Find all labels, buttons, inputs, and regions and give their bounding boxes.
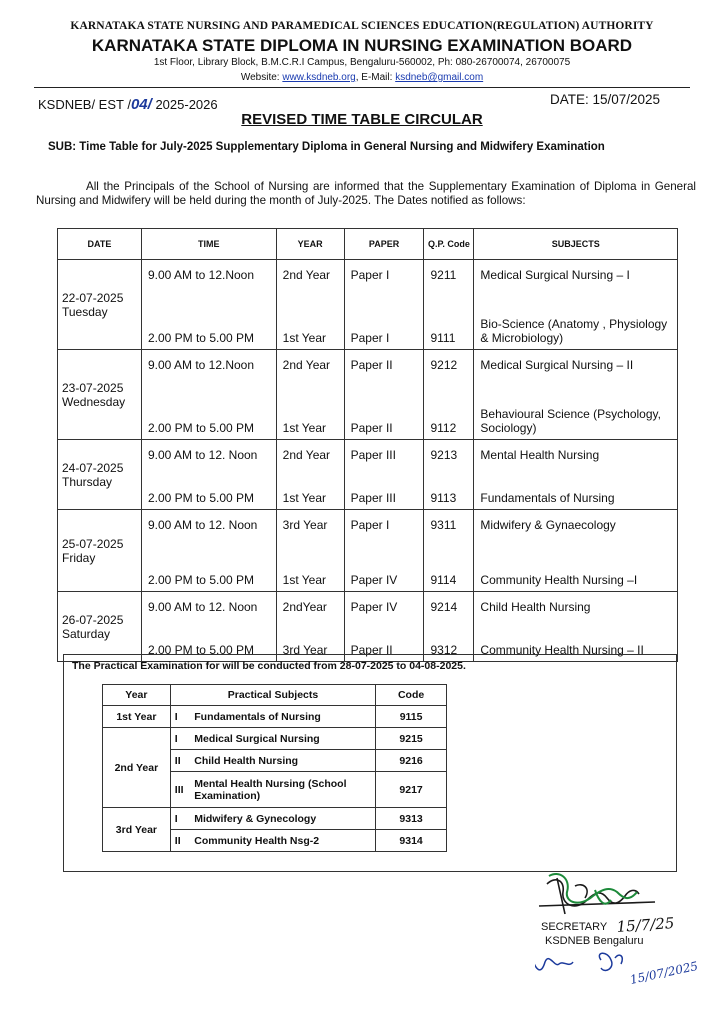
session-code-cell <box>424 305 474 350</box>
session-subject: Mental Health Nursing <box>480 448 600 462</box>
session-year-cell <box>276 592 344 627</box>
exam-date-cell <box>58 440 142 510</box>
timetable-row <box>58 260 678 305</box>
session-code-cell <box>424 475 474 510</box>
session-year: 3rd Year <box>282 518 328 532</box>
session-subject-cell <box>474 475 678 510</box>
practical-subject-cell <box>190 728 375 750</box>
practical-subject: Fundamentals of Nursing <box>194 710 321 723</box>
session-time: 9.00 AM to 12. Noon <box>147 600 258 614</box>
practical-num: I <box>174 710 178 723</box>
practical-code: 9215 <box>399 732 423 745</box>
practical-note: The Practical Examination for will be conducted from 28-07-2025 to 04-08-2025. <box>72 660 466 672</box>
exam-date-cell <box>58 350 142 440</box>
exam-date: 22-07-2025 <box>62 290 124 305</box>
session-code: 9213 <box>430 448 458 462</box>
session-year: 1st Year <box>282 421 327 435</box>
header-divider <box>34 87 690 88</box>
session-time-cell <box>141 260 276 305</box>
session-time: 2.00 PM to 5.00 PM <box>147 573 255 587</box>
session-year-cell <box>276 260 344 305</box>
email-label: , E-Mail: <box>355 72 393 83</box>
session-subject-cell <box>474 350 678 395</box>
exam-day: Thursday <box>62 474 113 489</box>
session-code-cell <box>424 260 474 305</box>
session-subject: Community Health Nursing –I <box>480 573 638 587</box>
session-time: 2.00 PM to 5.00 PM <box>147 331 255 345</box>
ref-prefix: KSDNEB/ EST / <box>38 97 131 112</box>
session-time-cell <box>141 440 276 475</box>
practical-subject: Midwifery & Gynecology <box>194 812 317 825</box>
exam-day: Wednesday <box>62 394 126 409</box>
practical-subject: Community Health Nsg-2 <box>194 834 320 847</box>
session-subject: Fundamentals of Nursing <box>480 491 615 505</box>
session-year: 1st Year <box>282 573 327 587</box>
practical-code: 9313 <box>399 812 423 825</box>
session-time-cell <box>141 305 276 350</box>
timetable-row <box>58 305 678 350</box>
practical-num: I <box>174 812 178 825</box>
session-code-cell <box>424 551 474 592</box>
session-time-cell <box>141 350 276 395</box>
session-code-cell <box>424 440 474 475</box>
session-time-cell <box>141 592 276 627</box>
session-subject-cell <box>474 395 678 440</box>
practical-num-cell <box>170 830 190 852</box>
practical-header <box>103 685 447 706</box>
practical-subject-cell <box>190 706 375 728</box>
session-subject-cell <box>474 551 678 592</box>
session-year-cell <box>276 551 344 592</box>
practical-year: 2nd Year <box>114 761 159 774</box>
exam-date: 26-07-2025 <box>62 612 124 627</box>
session-paper: Paper II <box>350 421 393 435</box>
practical-header-code: Code <box>376 685 447 706</box>
practical-num: II <box>174 834 181 847</box>
practical-code: 9217 <box>399 783 423 796</box>
session-paper: Paper II <box>350 358 393 372</box>
secretary-office: KSDNEB Bengaluru <box>545 935 644 947</box>
practical-num: II <box>174 754 181 767</box>
session-time: 2.00 PM to 5.00 PM <box>147 491 255 505</box>
session-paper-cell <box>344 395 424 440</box>
board-address: 1st Floor, Library Block, B.M.C.R.I Campus, Bengaluru-560002, Ph: 080-26700074, 26700075 <box>153 57 571 68</box>
exam-day: Friday <box>62 550 96 565</box>
ref-handwritten-number: 04/ <box>130 96 152 113</box>
circular-body: All the Principals of the School of Nursing are informed that the Supplementary Examination of Diploma in General Nursing and Midwifery will be held during the month of July-2025. The Dates notified as follows: <box>36 180 696 207</box>
practical-code: 9314 <box>399 834 423 847</box>
practical-code-cell <box>376 830 447 852</box>
practical-row <box>103 808 447 830</box>
exam-date-cell <box>58 592 142 662</box>
session-year-cell <box>276 395 344 440</box>
session-time: 9.00 AM to 12.Noon <box>147 268 255 282</box>
header-subjects: SUBJECTS <box>474 229 678 260</box>
session-paper: Paper I <box>350 331 390 345</box>
circular-date: DATE: 15/07/2025 <box>550 92 661 107</box>
practical-row <box>103 706 447 728</box>
authority-name: KARNATAKA STATE NURSING AND PARAMEDICAL SCIENCES EDUCATION(REGULATION) AUTHORITY <box>70 20 654 32</box>
ref-year: 2025-2026 <box>155 97 218 112</box>
session-time: 9.00 AM to 12.Noon <box>147 358 255 372</box>
practical-code-cell <box>376 728 447 750</box>
session-subject: Behavioural Science (Psychology, Sociology) <box>480 407 661 435</box>
session-code: 9212 <box>430 358 458 372</box>
website-link[interactable]: www.ksdneb.org <box>282 72 356 83</box>
timetable-row <box>58 440 678 475</box>
practical-num-cell <box>170 772 190 808</box>
session-time-cell <box>141 395 276 440</box>
session-subject: Medical Surgical Nursing – I <box>480 268 630 282</box>
session-year: 1st Year <box>282 331 327 345</box>
practical-subject-cell <box>190 750 375 772</box>
session-subject: Community Health Nursing – II <box>480 643 644 657</box>
session-code: 9211 <box>430 268 457 282</box>
timetable-row <box>58 395 678 440</box>
practical-code: 9115 <box>399 710 423 723</box>
session-subject-cell <box>474 592 678 627</box>
website-label: Website: <box>240 72 280 83</box>
session-code: 9113 <box>430 491 457 505</box>
exam-date-cell <box>58 510 142 592</box>
session-paper-cell <box>344 350 424 395</box>
session-time: 9.00 AM to 12. Noon <box>147 448 258 462</box>
session-subject: Medical Surgical Nursing – II <box>480 358 634 372</box>
session-year: 1st Year <box>282 491 327 505</box>
timetable <box>57 228 678 662</box>
practical-year-cell <box>103 728 171 808</box>
session-year: 2nd Year <box>282 358 331 372</box>
session-paper: Paper IV <box>350 573 398 587</box>
session-subject: Child Health Nursing <box>480 600 591 614</box>
practical-table <box>102 684 447 852</box>
session-code: 9112 <box>430 421 457 435</box>
session-year: 3rd Year <box>282 643 328 657</box>
session-time: 9.00 AM to 12. Noon <box>147 518 258 532</box>
practical-code: 9216 <box>399 754 423 767</box>
initials-stamp <box>535 953 622 970</box>
signature-block <box>535 872 724 1022</box>
header-year: YEAR <box>276 229 344 260</box>
handwritten-date: 15/7/25 <box>616 914 675 936</box>
session-year: 2ndYear <box>282 600 327 614</box>
timetable-row <box>58 551 678 592</box>
session-subject: Midwifery & Gynaecology <box>480 518 616 532</box>
session-paper: Paper III <box>350 491 396 505</box>
session-year-cell <box>276 510 344 551</box>
session-paper: Paper I <box>350 268 390 282</box>
session-subject-cell <box>474 440 678 475</box>
practical-subject-cell <box>190 772 375 808</box>
header-paper: PAPER <box>344 229 424 260</box>
circular-title <box>0 111 724 128</box>
secretary-designation: SECRETARY <box>541 921 608 933</box>
stamp-date: 15/07/2025 <box>628 958 700 987</box>
practical-code-cell <box>376 808 447 830</box>
session-subject: Bio-Science (Anatomy , Physiology & Microbiology) <box>480 317 668 345</box>
timetable-row <box>58 350 678 395</box>
session-paper-cell <box>344 475 424 510</box>
session-paper-cell <box>344 260 424 305</box>
contact-line <box>0 72 724 83</box>
timetable-row <box>58 510 678 551</box>
exam-day: Saturday <box>62 626 111 641</box>
session-code: 9111 <box>430 331 456 345</box>
session-year-cell <box>276 440 344 475</box>
session-code: 9114 <box>430 573 457 587</box>
practical-year-cell <box>103 706 171 728</box>
session-paper-cell <box>344 305 424 350</box>
practical-num-cell <box>170 728 190 750</box>
session-code-cell <box>424 592 474 627</box>
session-paper-cell <box>344 551 424 592</box>
practical-num-cell <box>170 750 190 772</box>
board-name: KARNATAKA STATE DIPLOMA IN NURSING EXAMINATION BOARD <box>91 36 633 55</box>
session-year: 2nd Year <box>282 448 331 462</box>
session-year-cell <box>276 305 344 350</box>
circular-title-text: REVISED TIME TABLE CIRCULAR <box>241 111 483 128</box>
practical-subject-cell <box>190 830 375 852</box>
subject-line: SUB: Time Table for July-2025 Supplementary Diploma in General Nursing and Midwifery Examination <box>48 141 605 153</box>
session-subject-cell <box>474 305 678 350</box>
exam-date: 25-07-2025 <box>62 536 124 551</box>
session-time-cell <box>141 551 276 592</box>
header-time: TIME <box>141 229 276 260</box>
exam-day: Tuesday <box>62 304 108 319</box>
practical-year: 3rd Year <box>115 823 158 836</box>
header-date: DATE <box>58 229 142 260</box>
practical-code-cell <box>376 706 447 728</box>
header-qp-code: Q.P. Code <box>424 229 474 260</box>
practical-subject: Mental Health Nursing (School Examination) <box>194 777 347 802</box>
session-paper-cell <box>344 510 424 551</box>
session-code: 9214 <box>430 600 458 614</box>
practical-code-cell <box>376 772 447 808</box>
practical-year: 1st Year <box>116 710 157 723</box>
exam-date: 23-07-2025 <box>62 380 124 395</box>
practical-subject: Child Health Nursing <box>194 754 299 767</box>
timetable-row <box>58 475 678 510</box>
practical-num-cell <box>170 808 190 830</box>
practical-code-cell <box>376 750 447 772</box>
session-year: 2nd Year <box>282 268 331 282</box>
session-year-cell <box>276 350 344 395</box>
session-time: 2.00 PM to 5.00 PM <box>147 421 255 435</box>
practical-num: I <box>174 732 178 745</box>
practical-header-year: Year <box>103 685 171 706</box>
timetable-row <box>58 592 678 627</box>
practical-row <box>103 728 447 750</box>
session-subject-cell <box>474 260 678 305</box>
session-code-cell <box>424 510 474 551</box>
session-code: 9311 <box>430 518 457 532</box>
session-paper: Paper III <box>350 448 396 462</box>
session-code-cell <box>424 395 474 440</box>
session-year-cell <box>276 475 344 510</box>
exam-date-cell <box>58 260 142 350</box>
practical-year-cell <box>103 808 171 852</box>
practical-subject-cell <box>190 808 375 830</box>
session-paper-cell <box>344 440 424 475</box>
email-link[interactable]: ksdneb@gmail.com <box>395 72 484 83</box>
session-code: 9312 <box>430 643 458 657</box>
session-paper: Paper IV <box>350 600 398 614</box>
exam-date: 24-07-2025 <box>62 460 124 475</box>
session-code-cell <box>424 350 474 395</box>
timetable-header <box>58 229 678 260</box>
session-time: 2.00 PM to 5.00 PM <box>147 643 255 657</box>
session-paper: Paper II <box>350 643 393 657</box>
session-paper: Paper I <box>350 518 390 532</box>
practical-num: III <box>174 783 184 796</box>
session-subject-cell <box>474 510 678 551</box>
practical-header-subjects: Practical Subjects <box>170 685 375 706</box>
session-paper-cell <box>344 592 424 627</box>
session-time-cell <box>141 475 276 510</box>
practical-subject: Medical Surgical Nursing <box>194 732 320 745</box>
practical-num-cell <box>170 706 190 728</box>
session-time-cell <box>141 510 276 551</box>
